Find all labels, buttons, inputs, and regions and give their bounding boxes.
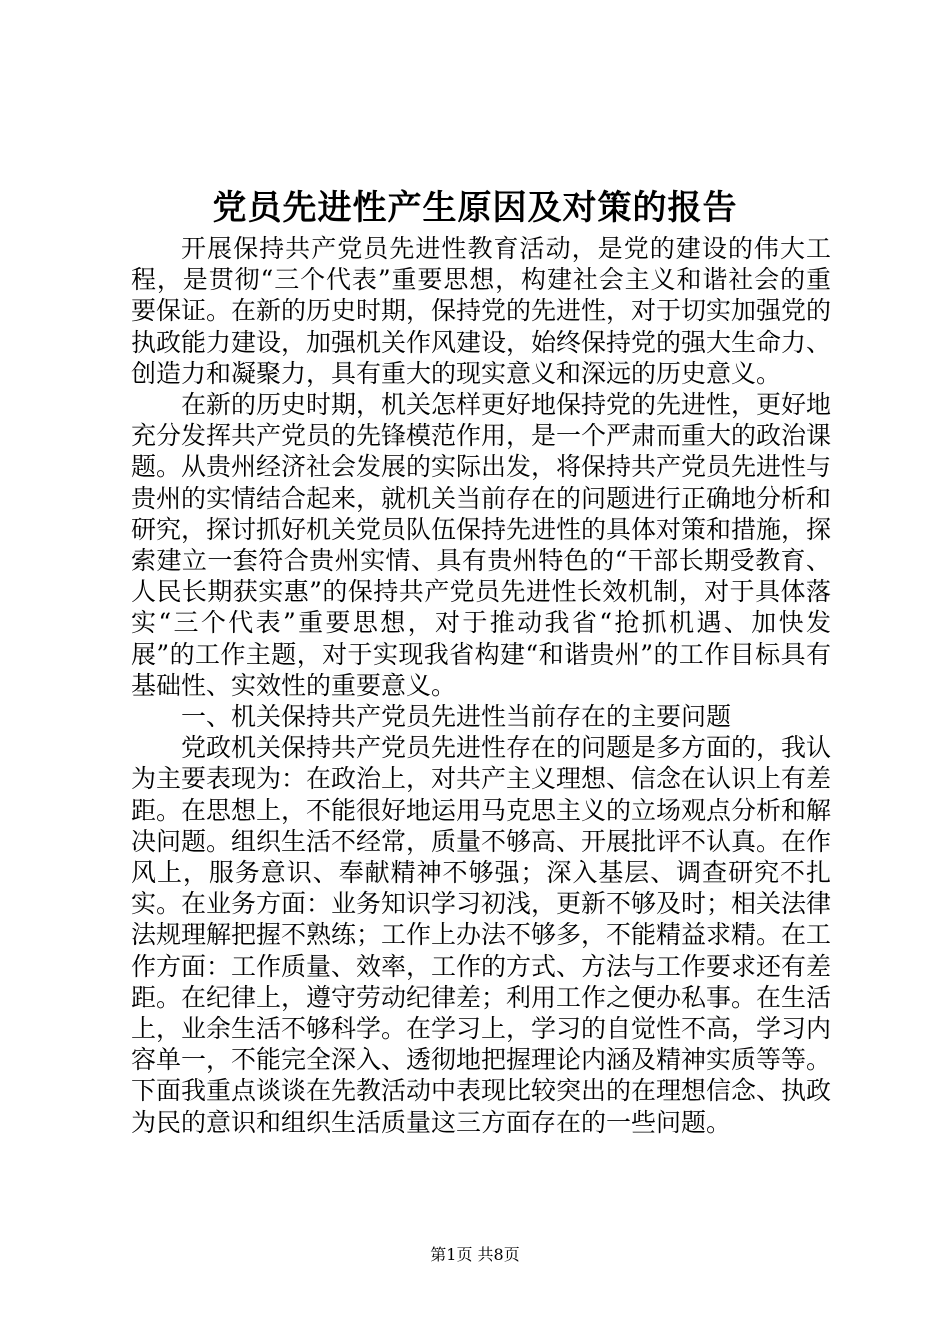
paragraph-problems: 党政机关保持共产党员先进性存在的问题是多方面的，我认为主要表现为：在政治上，对共产主义理想、信念在认识上有差距。在思想上，不能很好地运用马克思主义的立场观点分析和解决问题。组织生活不经常，质量不够高、开展批评不认真。在作风上，服务意识、奉献精神不够强；深入基层、调查研究不扎实。在业务方面：业务知识学习初浅，更新不够及时；相关法律法规理解把握不熟练；工作上办法不够多，不能精益求精。在工作方面：工作质量、效率，工作的方式、方法与工作要求还有差距。在纪律上，遵守劳动纪律差；利用工作之便办私事。在生活上，业余生活不够科学。在学习上，学习的自觉性不高，学习内容单一，不能完全深入、透彻地把握理论内涵及精神实质等等。下面我重点谈谈在先教活动中表现比较突出的在理想信念、执政为民的意识和组织生活质量这三方面存在的一些问题。: [131, 733, 832, 1137]
document-title: 党员先进性产生原因及对策的报告: [212, 188, 738, 228]
paragraph-intro: 开展保持共产党员先进性教育活动，是党的建设的伟大工程，是贯彻“三个代表”重要思想，构建社会主义和谐社会的重要保证。在新的历史时期，保持党的先进性，对于切实加强党的执政能力建设，加强机关作风建设，始终保持党的强大生命力、创造力和凝聚力，具有重大的现实意义和深远的历史意义。: [131, 234, 832, 388]
document-body: [131, 233, 831, 1138]
page-number-footer: 第1页 共8页: [430, 1245, 520, 1264]
section-heading: 一、机关保持共产党员先进性当前存在的主要问题: [181, 702, 732, 732]
paragraph-context: 在新的历史时期，机关怎样更好地保持党的先进性，更好地充分发挥共产党员的先锋模范作用，是一个严肃而重大的政治课题。从贵州经济社会发展的实际出发，将保持共产党员先进性与贵州的实情结合起来，就机关当前存在的问题进行正确地分析和研究，探讨抓好机关党员队伍保持先进性的具体对策和措施，探索建立一套符合贵州实情、具有贵州特色的“干部长期受教育、人民长期获实惠”的保持共产党员先进性长效机制，对于具体落实“三个代表”重要思想，对于推动我省“抢抓机遇、加快发展”的工作主题，对于实现我省构建“和谐贵州”的工作目标具有基础性、实效性的重要意义。: [131, 390, 832, 700]
